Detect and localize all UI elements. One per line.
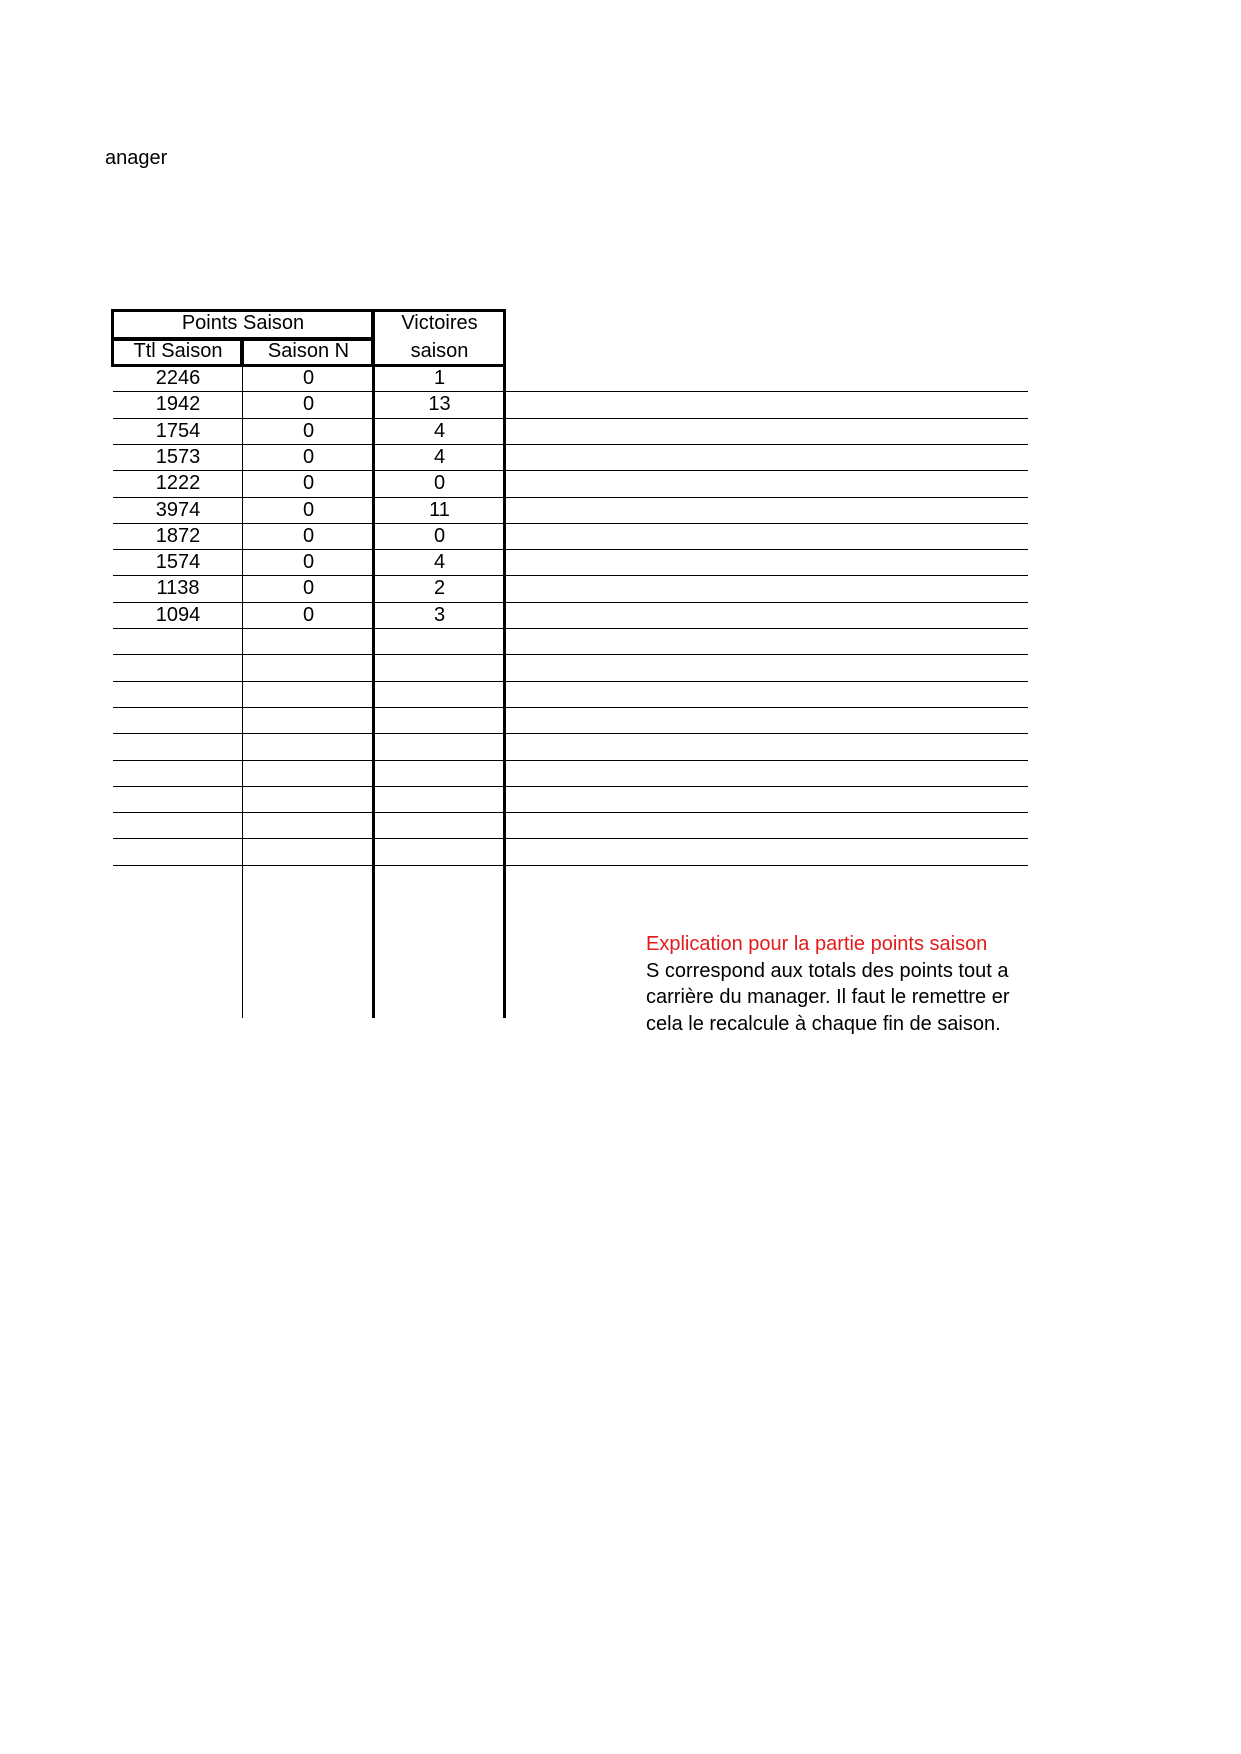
row-divider: [113, 733, 1028, 734]
note-title: Explication pour la partie points saison: [646, 933, 988, 955]
row-divider: [113, 628, 1028, 629]
victoires-cell: 1: [433, 367, 446, 389]
row-divider: [113, 681, 1028, 682]
row-divider: [113, 812, 1028, 813]
row-divider: [113, 838, 1028, 839]
victoires-cell: 4: [433, 419, 446, 442]
ttl-saison-cell: 2246: [155, 367, 201, 389]
victoires-cell: 2: [433, 577, 446, 600]
ttl-saison-header: Ttl Saison: [133, 340, 223, 362]
saison-n-cell: 0: [302, 498, 315, 521]
saison-n-cell: 0: [302, 577, 315, 600]
ttl-saison-cell: 1872: [155, 524, 201, 547]
victoires-cell: 0: [433, 524, 446, 547]
row-divider: [113, 654, 1028, 655]
note-line-2: carrière du manager. Il faut le remettre er: [646, 986, 1010, 1008]
points-saison-header: Points Saison: [181, 312, 305, 334]
saison-n-cell: 0: [302, 393, 315, 416]
saison-n-cell: 0: [302, 367, 315, 389]
ttl-saison-cell: 1754: [155, 419, 201, 442]
header-fragment: anager: [105, 147, 168, 169]
victoires-cell: 0: [433, 472, 446, 495]
saison-n-header: Saison N: [267, 340, 350, 362]
saison-n-cell: 0: [302, 419, 315, 442]
sheet-area: [105, 0, 1028, 1754]
row-divider: [113, 865, 1028, 866]
victoires-cell: 4: [433, 445, 446, 468]
row-divider: [113, 786, 1028, 787]
row-divider: [113, 760, 1028, 761]
ttl-saison-cell: 1138: [156, 577, 200, 600]
saison-n-cell: 0: [302, 472, 315, 495]
saison-n-cell: 0: [302, 524, 315, 547]
saison-n-cell: 0: [302, 445, 315, 468]
saison-n-cell: 0: [302, 551, 315, 574]
note-line-3: cela le recalcule à chaque fin de saison.: [646, 1012, 1001, 1035]
ttl-saison-cell: 3974: [155, 498, 201, 521]
ttl-saison-cell: 1222: [155, 472, 201, 495]
row-divider: [113, 707, 1028, 708]
ttl-saison-cell: 1094: [155, 603, 201, 626]
victoires-header-line1: Victoires: [401, 312, 478, 334]
note-line-1: S correspond aux totals des points tout a: [646, 959, 1009, 982]
victoires-cell: 4: [433, 551, 446, 574]
victoires-header-line2: saison: [410, 340, 469, 362]
saison-n-cell: 0: [302, 603, 315, 626]
explanation-note: [646, 931, 1010, 1037]
ttl-saison-cell: 1573: [155, 445, 201, 468]
victoires-cell: 3: [433, 603, 446, 626]
ttl-saison-cell: 1942: [155, 393, 201, 416]
victoires-cell: 13: [428, 393, 451, 416]
ttl-saison-cell: 1574: [155, 551, 201, 574]
victoires-cell: 11: [429, 498, 450, 521]
